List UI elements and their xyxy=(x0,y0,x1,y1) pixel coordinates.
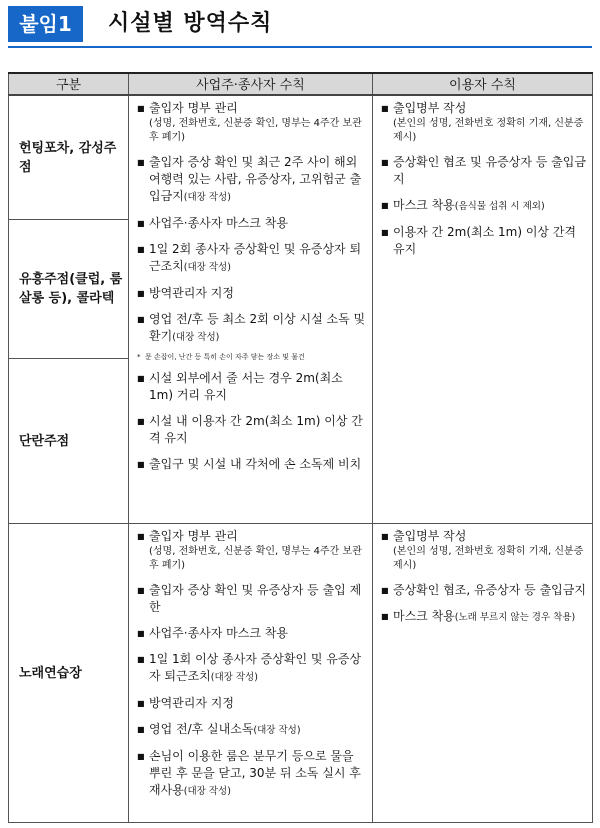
rule-note xyxy=(137,352,368,362)
rule-item xyxy=(137,528,368,573)
rule-item xyxy=(137,215,368,232)
owner-rules-list xyxy=(137,100,368,473)
rule-item xyxy=(381,582,588,599)
category-cell: 헌팅포차, 감성주점 xyxy=(9,95,129,220)
rule-item xyxy=(381,154,588,188)
rule-note-inline: (음식물 섭취 시 제외) xyxy=(454,201,545,212)
rule-text: 마스크 착용 xyxy=(393,609,455,623)
rule-text: 마스크 착용 xyxy=(393,198,455,212)
header-divider xyxy=(8,46,592,48)
rule-text: 문 손잡이, 난간 등 특히 손이 자주 닿는 장소 및 물건 xyxy=(145,353,305,361)
rule-subtext: (본인의 성명, 전화번호 정확히 기재, 신분증 제시) xyxy=(393,546,584,571)
rule-text: 출입구 및 시설 내 각처에 손 소독제 비치 xyxy=(149,457,362,471)
table-header-row xyxy=(9,73,593,95)
rule-note-inline: (대장 작성) xyxy=(183,786,231,797)
header-owner-rules: 사업주·종사자 수칙 xyxy=(129,73,373,95)
rule-note-inline: (대장 작성) xyxy=(172,332,220,343)
rule-note-inline: (대장 작성) xyxy=(183,192,231,203)
header-user-rules: 이용자 수칙 xyxy=(373,73,593,95)
rule-text: 출입자 증상 확인 및 최근 2주 사이 해외여행력 있는 사람, 유증상자, 고위험군 출입금지 xyxy=(149,155,362,203)
rule-text: 시설 내 이용자 간 2m(최소 1m) 이상 간격 유지 xyxy=(149,414,363,445)
page-title: 시설별 방역수칙 xyxy=(108,11,273,36)
user-rules-cell xyxy=(373,524,593,823)
rule-text: 출입자 명부 관리 xyxy=(149,101,238,115)
rule-item xyxy=(137,625,368,642)
attachment-badge: 붙임1 xyxy=(8,6,83,42)
rule-subtext: (본인의 성명, 전화번호 정확히 기재, 신분증 제시) xyxy=(393,118,584,143)
rule-item xyxy=(137,582,368,616)
rule-text: 출입자 증상 확인 및 유증상자 등 출입 제한 xyxy=(149,583,362,614)
rule-text: 사업주·종사자 마스크 착용 xyxy=(149,216,288,230)
rule-item xyxy=(137,695,368,712)
rule-note-inline: (대장 작성) xyxy=(183,262,231,273)
owner-rules-cell xyxy=(129,524,373,823)
rule-item xyxy=(137,311,368,346)
rule-text: 방역관리자 지정 xyxy=(149,696,234,710)
rule-text: 방역관리자 지정 xyxy=(149,286,234,300)
category-cell: 노래연습장 xyxy=(9,524,129,823)
rule-text: 손님이 이용한 룸은 분무기 등으로 물을 뿌린 후 문을 닫고, 30분 뒤 소독 실시 후 재사용 xyxy=(149,749,361,797)
rule-item xyxy=(137,370,368,404)
rule-item xyxy=(381,100,588,145)
rule-text: 출입자 명부 관리 xyxy=(149,529,238,543)
user-rules-list xyxy=(381,528,588,626)
header-category: 구분 xyxy=(9,73,129,95)
table-row xyxy=(9,95,593,220)
page-header xyxy=(8,6,592,42)
rule-note-inline: (대장 작성) xyxy=(210,672,258,683)
rule-item xyxy=(381,197,588,215)
user-rules-list xyxy=(381,100,588,258)
rule-note-inline: (대장 작성) xyxy=(253,725,301,736)
rule-text: 시설 외부에서 줄 서는 경우 2m(최소 1m) 거리 유지 xyxy=(149,371,343,402)
rule-text: 증상확인 협조, 유증상자 등 출입금지 xyxy=(393,583,586,597)
rule-text: 사업주·종사자 마스크 착용 xyxy=(149,626,288,640)
rules-table xyxy=(8,72,593,823)
owner-rules-cell xyxy=(129,95,373,524)
rule-item xyxy=(137,100,368,145)
rule-item xyxy=(137,154,368,206)
rule-text: 1일 2회 종사자 증상확인 및 유증상자 퇴근조치 xyxy=(149,242,362,273)
rule-item xyxy=(137,285,368,302)
owner-rules-list xyxy=(137,528,368,800)
rule-item xyxy=(381,224,588,258)
category-cell: 유흥주점(클럽, 룸살롱 등), 콜라텍 xyxy=(9,220,129,359)
rule-text: 영업 전/후 실내소독 xyxy=(149,722,254,736)
rule-subtext: (성명, 전화번호, 신분증 확인, 명부는 4주간 보관 후 폐기) xyxy=(149,546,362,571)
rule-text: 증상확인 협조 및 유증상자 등 출입금지 xyxy=(393,155,586,186)
rule-item xyxy=(137,413,368,447)
rule-text: 영업 전/후 등 최소 2회 이상 시설 소독 및 환기 xyxy=(149,312,366,343)
table-row xyxy=(9,524,593,823)
rule-text: 1일 1회 이상 종사자 증상확인 및 유증상자 퇴근조치 xyxy=(149,652,362,683)
rule-item xyxy=(137,651,368,686)
rule-item xyxy=(137,721,368,739)
rule-text: 출입명부 작성 xyxy=(393,529,467,543)
rule-item xyxy=(137,241,368,276)
rule-subtext: (성명, 전화번호, 신분증 확인, 명부는 4주간 보관 후 폐기) xyxy=(149,118,362,143)
category-cell: 단란주점 xyxy=(9,359,129,524)
rule-note-inline: (노래 부르지 않는 경우 착용) xyxy=(454,612,576,623)
rule-item xyxy=(137,456,368,473)
rule-item xyxy=(381,528,588,573)
user-rules-cell xyxy=(373,95,593,524)
rule-item xyxy=(137,748,368,800)
rule-text: 출입명부 작성 xyxy=(393,101,467,115)
rule-item xyxy=(381,608,588,626)
rule-text: 이용자 간 2m(최소 1m) 이상 간격 유지 xyxy=(393,225,577,256)
